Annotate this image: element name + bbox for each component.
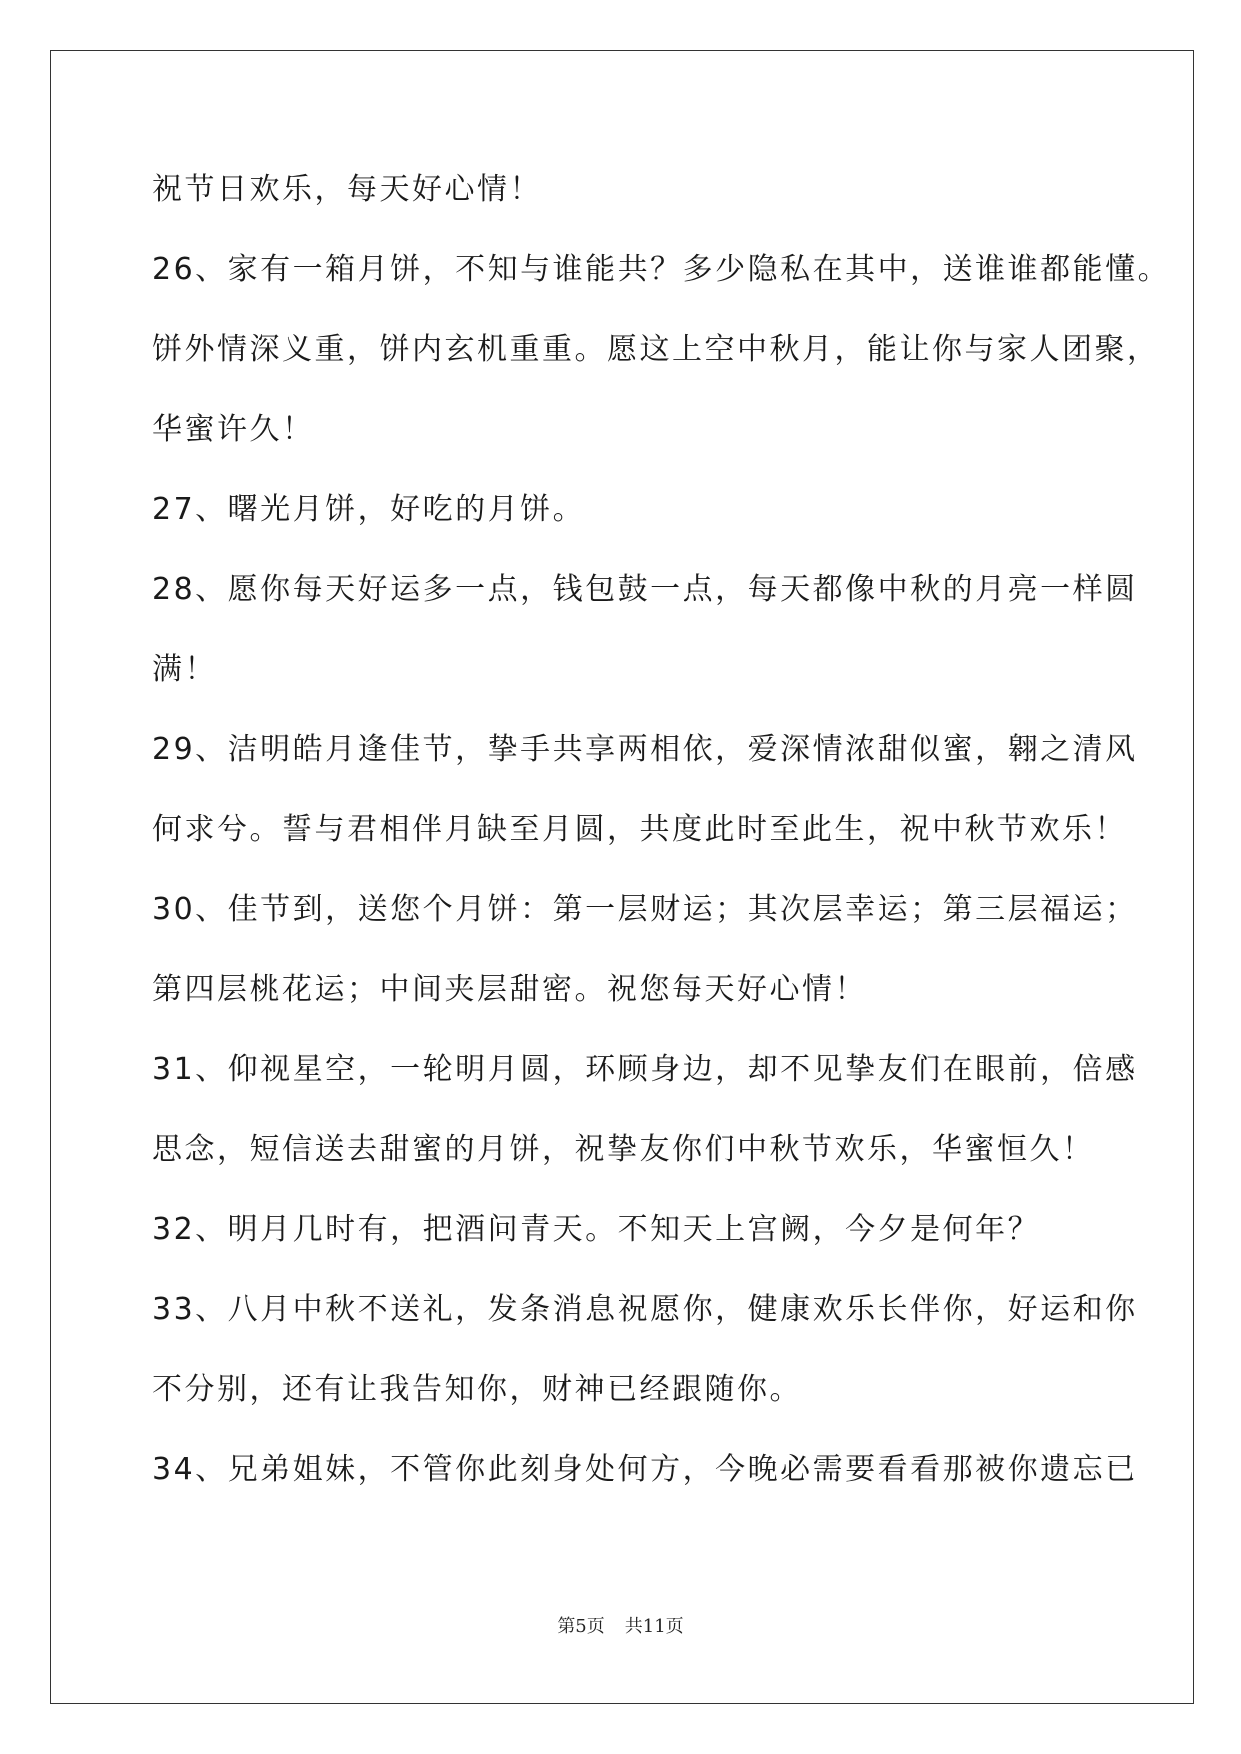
text-line: 33、八月中秋不送礼，发条消息祝愿你，健康欢乐长伴你，好运和你	[152, 1292, 1138, 1327]
text-line: 30、佳节到，送您个月饼：第一层财运；其次层幸运；第三层福运；	[152, 892, 1138, 927]
text-line: 31、仰视星空，一轮明月圆，环顾身边，却不见挚友们在眼前，倍感	[152, 1052, 1138, 1087]
text-line: 不分别，还有让我告知你，财神已经跟随你。	[152, 1372, 802, 1407]
text-line: 思念，短信送去甜蜜的月饼，祝挚友你们中秋节欢乐，华蜜恒久！	[152, 1132, 1095, 1167]
text-line: 第四层桃花运；中间夹层甜密。祝您每天好心情！	[152, 972, 867, 1007]
text-line: 26、家有一箱月饼，不知与谁能共？多少隐私在其中，送谁谁都能懂。	[152, 252, 1171, 287]
page-footer	[0, 1616, 1241, 1638]
text-line: 32、明月几时有，把酒问青天。不知天上宫阙，今夕是何年？	[152, 1212, 1041, 1247]
text-line: 29、洁明皓月逢佳节，挚手共享两相依，爱深情浓甜似蜜，翱之清风	[152, 732, 1138, 767]
text-line: 祝节日欢乐，每天好心情！	[152, 172, 542, 207]
text-line: 何求兮。誓与君相伴月缺至月圆，共度此时至此生，祝中秋节欢乐！	[152, 812, 1127, 847]
text-line: 28、愿你每天好运多一点，钱包鼓一点，每天都像中秋的月亮一样圆	[152, 572, 1138, 607]
text-line: 满！	[152, 652, 217, 687]
text-line: 华蜜许久！	[152, 412, 315, 447]
text-line: 34、兄弟姐妹，不管你此刻身处何方，今晚必需要看看那被你遗忘已	[152, 1452, 1138, 1487]
text-line: 饼外情深义重，饼内玄机重重。愿这上空中秋月，能让你与家人团聚，	[152, 332, 1160, 367]
page-total: 共11页	[624, 1616, 684, 1637]
text-line: 27、曙光月饼，好吃的月饼。	[152, 492, 586, 527]
page-number: 第5页	[557, 1616, 605, 1637]
